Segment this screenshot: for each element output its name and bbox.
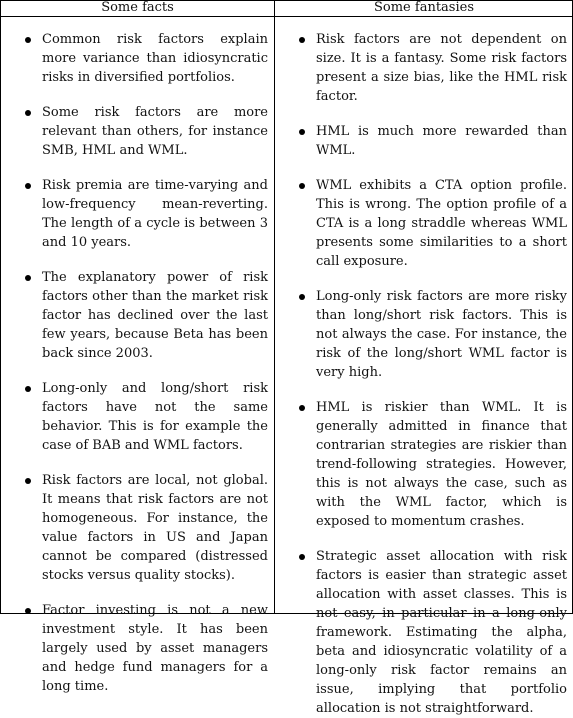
fantasies-column (275, 30, 573, 716)
bullet-icon (299, 37, 305, 43)
fact-text: Some risk factors are more relevant than others, for instance SMB, HML and WML. (42, 105, 268, 158)
fact-text: Factor investing is not a new investment style. It has been largely used by asset managers and hedge fund managers for a long time. (42, 603, 268, 694)
fact-item (25, 176, 268, 252)
fact-item (25, 268, 268, 363)
fantasy-text: WML exhibits a CTA option profile. This is wrong. The option profile of a CTA is a long straddle whereas WML presents some similarities to a short call exposure. (316, 178, 567, 269)
fantasy-item (299, 547, 567, 718)
fact-item (25, 471, 268, 585)
bullet-icon (25, 183, 31, 189)
fantasy-text: HML is riskier than WML. It is generally admitted in finance that contrarian strategies are riskier than trend-following strategies. However, this is not always the case, such as with the WML factor, which is exposed to momentum crashes. (316, 400, 567, 529)
header-facts: Some facts (101, 0, 174, 15)
bullet-icon (299, 405, 305, 411)
bullet-icon (25, 608, 31, 614)
fantasy-item (299, 122, 567, 160)
fact-text: The explanatory power of risk factors other than the market risk factor has declined over the last few years, because Beta has been back since 2003. (42, 270, 268, 361)
bullet-icon (25, 275, 31, 281)
fact-text: Risk premia are time-varying and low-frequency mean-reverting. The length of a cycle is between 3 and 10 years. (42, 178, 268, 250)
table-header-rule (1, 16, 572, 17)
fact-text: Common risk factors explain more variance than idiosyncratic risks in diversified portfolios. (42, 32, 268, 85)
fantasies-list (299, 30, 567, 718)
fantasy-item (299, 30, 567, 106)
fantasy-item (299, 287, 567, 382)
fact-item (25, 103, 268, 160)
facts-column (1, 30, 274, 694)
fantasy-text: Risk factors are not dependent on size. It is a fantasy. Some risk factors present a size bias, like the HML risk factor. (316, 32, 567, 104)
fantasy-text: HML is much more rewarded than WML. (316, 124, 567, 158)
bullet-icon (299, 554, 305, 560)
bullet-icon (299, 294, 305, 300)
facts-list (25, 30, 268, 696)
fact-item (25, 30, 268, 87)
bullet-icon (25, 110, 31, 116)
header-fantasies: Some fantasies (374, 0, 474, 15)
bullet-icon (299, 183, 305, 189)
fantasy-text: Strategic asset allocation with risk factors is easier than strategic asset allocation with asset classes. This is not easy, in particular in a long-only framework. Estimating the alpha, beta and idiosyncratic volatility of a long-only risk factor remains an issue, implying that portfolio allocation is not straightforward. (316, 549, 567, 716)
fact-text: Long-only and long/short risk factors have not the same behavior. This is for example the case of BAB and WML factors. (42, 381, 268, 453)
bullet-icon (25, 37, 31, 43)
bullet-icon (25, 386, 31, 392)
fantasy-item (299, 398, 567, 531)
fact-text: Risk factors are local, not global. It means that risk factors are not homogeneous. For instance, the value factors in US and Japan cannot be compared (distressed stocks versus quality stocks). (42, 473, 268, 583)
bullet-icon (25, 478, 31, 484)
fact-item (25, 601, 268, 696)
fantasy-text: Long-only risk factors are more risky than long/short risk factors. This is not always the case. For instance, the risk of the long/short WML factor is very high. (316, 289, 567, 380)
bullet-icon (299, 129, 305, 135)
fantasy-item (299, 176, 567, 271)
fact-item (25, 379, 268, 455)
